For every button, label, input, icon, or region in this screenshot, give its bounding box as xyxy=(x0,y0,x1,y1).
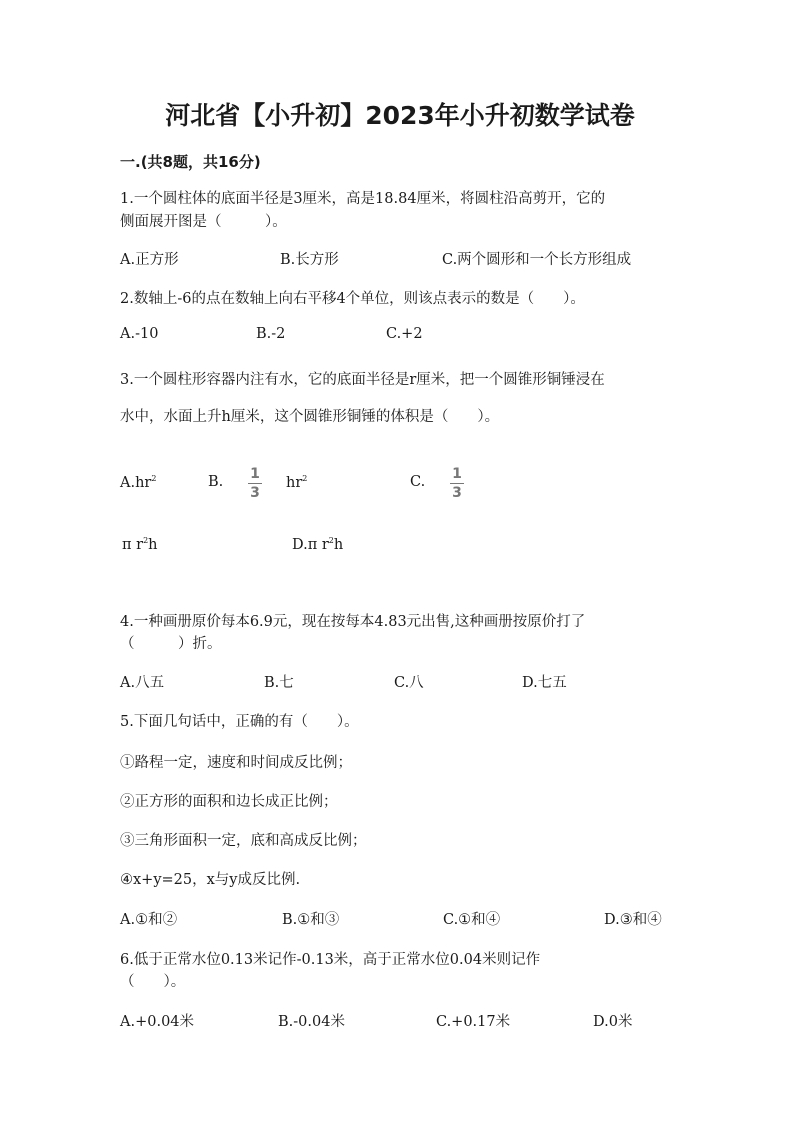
q3-option-d: D.π $r^2h$ xyxy=(292,536,344,553)
q6-option-a: A.+0.04米 xyxy=(120,1014,195,1030)
q3-option-b-text: $hr^2$ xyxy=(286,474,308,491)
q1-option-a: A.正方形 xyxy=(120,252,179,268)
q3-option-c-fraction: 1 3 xyxy=(448,466,466,501)
q3-option-c-label: C. xyxy=(410,474,426,490)
q4-option-b: B.七 xyxy=(264,675,294,691)
q6-option-b: B.-0.04米 xyxy=(278,1014,345,1030)
q5-statement-3: ③三角形面积一定，底和高成反比例； xyxy=(120,833,367,849)
page-title: 河北省【小升初】2023年小升初数学试卷 xyxy=(165,101,635,130)
question-2-line-1: 2.数轴上-6的点在数轴上向右平移4个单位，则该点表示的数是（ ）。 xyxy=(120,291,585,307)
q6-option-d: D.0米 xyxy=(593,1014,633,1030)
question-6-line-2: （ ）。 xyxy=(120,974,186,990)
question-1-line-1: 1.一个圆柱体的底面半径是3厘米，高是18.84厘米，将圆柱沿高剪开，它的 xyxy=(120,191,606,207)
question-3-line-2: 水中，水面上升h厘米，这个圆锥形铜锤的体积是（ ）。 xyxy=(120,409,500,425)
q5-statement-1: ①路程一定，速度和时间成反比例； xyxy=(120,755,352,771)
q1-option-b: B.长方形 xyxy=(280,252,339,268)
q4-option-c: C.八 xyxy=(394,675,424,691)
q3-option-c-continuation: π $r^2h$ xyxy=(122,536,158,553)
q3-option-b-fraction: 1 3 xyxy=(246,466,264,501)
q6-option-c: C.+0.17米 xyxy=(436,1014,511,1030)
q5-option-d: D.③和④ xyxy=(604,912,662,928)
q2-option-b: B.-2 xyxy=(256,326,286,342)
question-4-line-2: （ ）折。 xyxy=(120,636,222,652)
q4-option-d: D.七五 xyxy=(522,675,567,691)
question-1-line-2: 侧面展开图是（ ）。 xyxy=(120,214,287,230)
q3-option-a: $A.hr^2$ xyxy=(120,474,157,491)
q5-option-a: A.①和② xyxy=(120,912,178,928)
question-3-line-1: 3.一个圆柱形容器内注有水，它的底面半径是r厘米，把一个圆锥形铜锤浸在 xyxy=(120,372,605,388)
q5-option-c: C.①和④ xyxy=(443,912,501,928)
q2-option-c: C.+2 xyxy=(386,326,423,342)
q5-statement-2: ②正方形的面积和边长成正比例； xyxy=(120,794,338,810)
q3-option-b-label: B. xyxy=(208,474,224,490)
question-5-line-1: 5.下面几句话中，正确的有（ ）。 xyxy=(120,714,359,730)
q5-statement-4: ④x+y=25，x与y成反比例. xyxy=(120,872,301,888)
question-6-line-1: 6.低于正常水位0.13米记作-0.13米，高于正常水位0.04米则记作 xyxy=(120,952,541,968)
question-4-line-1: 4.一种画册原价每本6.9元，现在按每本4.83元出售,这种画册按原价打了 xyxy=(120,614,586,630)
q4-option-a: A.八五 xyxy=(120,675,165,691)
q5-option-b: B.①和③ xyxy=(282,912,340,928)
q1-option-c: C.两个圆形和一个长方形组成 xyxy=(442,252,632,268)
q2-option-a: A.-10 xyxy=(120,326,159,342)
section-heading: 一.(共8题，共16分) xyxy=(120,153,261,171)
